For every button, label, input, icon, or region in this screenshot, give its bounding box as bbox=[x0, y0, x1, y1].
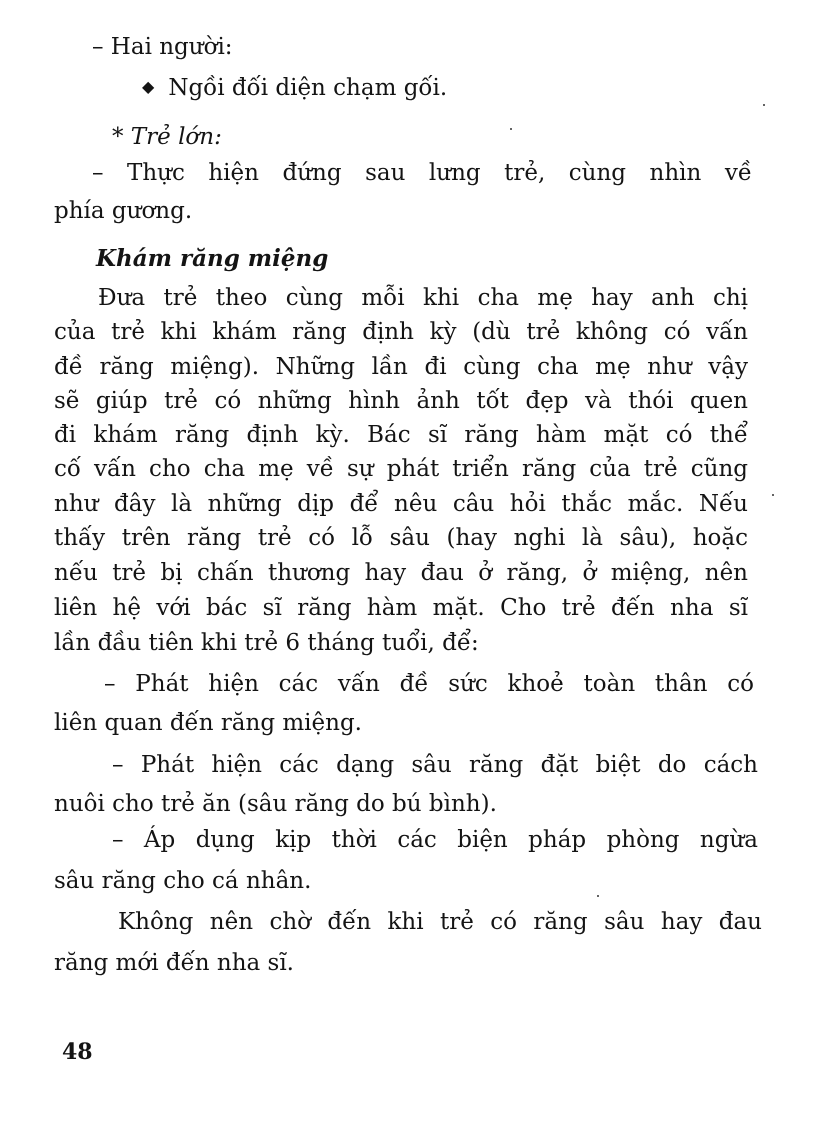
paragraph-line: Không nên chờ đến khi trẻ có răng sâu hay đau bbox=[118, 909, 762, 935]
paragraph-line: đi khám răng định kỳ. Bác sĩ răng hàm mặt có thể bbox=[54, 422, 748, 448]
section-subheading: * Trẻ lớn: bbox=[112, 124, 222, 150]
paragraph-line: nếu trẻ bị chấn thương hay đau ở răng, ở miệng, nên bbox=[54, 560, 748, 586]
paragraph-line: lần đầu tiên khi trẻ 6 tháng tuổi, để: bbox=[54, 630, 479, 656]
scan-speck bbox=[510, 128, 512, 130]
paragraph-line: đề răng miệng). Những lần đi cùng cha mẹ như vậy bbox=[54, 354, 748, 380]
list-item-line: liên quan đến răng miệng. bbox=[54, 710, 362, 736]
list-item-line: nuôi cho trẻ ăn (sâu răng do bú bình). bbox=[54, 791, 497, 817]
section-heading: Khám răng miệng bbox=[96, 245, 329, 272]
paragraph-line: Đưa trẻ theo cùng mỗi khi cha mẹ hay anh chị bbox=[98, 285, 748, 311]
list-item-line: sâu răng cho cá nhân. bbox=[54, 868, 312, 894]
paragraph-line: của trẻ khi khám răng định kỳ (dù trẻ không có vấn bbox=[54, 319, 748, 345]
text-line: – Thực hiện đứng sau lưng trẻ, cùng nhìn về bbox=[92, 160, 752, 186]
paragraph-line: răng mới đến nha sĩ. bbox=[54, 950, 294, 976]
page-number: 48 bbox=[62, 1039, 93, 1065]
diamond-bullet-icon: ◆ bbox=[142, 77, 155, 96]
list-item-line: – Phát hiện các dạng sâu răng đặt biệt do cách bbox=[112, 752, 758, 778]
paragraph-line: thấy trên răng trẻ có lỗ sâu (hay nghi là sâu), hoặc bbox=[54, 525, 748, 551]
paragraph-line: cố vấn cho cha mẹ về sự phát triển răng của trẻ cũng bbox=[54, 456, 748, 482]
list-item-line: – Áp dụng kịp thời các biện pháp phòng ngừa bbox=[112, 827, 758, 853]
paragraph-line: như đây là những dịp để nêu câu hỏi thắc mắc. Nếu bbox=[54, 491, 748, 517]
list-item-line: – Phát hiện các vấn đề sức khoẻ toàn thân có bbox=[104, 671, 754, 697]
scan-speck bbox=[772, 494, 774, 496]
bullet-text: Ngồi đối diện chạm gối. bbox=[168, 75, 448, 101]
paragraph-line: liên hệ với bác sĩ răng hàm mặt. Cho trẻ đến nha sĩ bbox=[54, 595, 748, 621]
bullet-item bbox=[142, 72, 447, 103]
text-line: – Hai người: bbox=[92, 34, 233, 60]
paragraph-line: sẽ giúp trẻ có những hình ảnh tốt đẹp và thói quen bbox=[54, 388, 748, 414]
scan-speck bbox=[597, 895, 599, 897]
scan-speck bbox=[763, 104, 765, 106]
text-line: phía gương. bbox=[54, 198, 193, 224]
